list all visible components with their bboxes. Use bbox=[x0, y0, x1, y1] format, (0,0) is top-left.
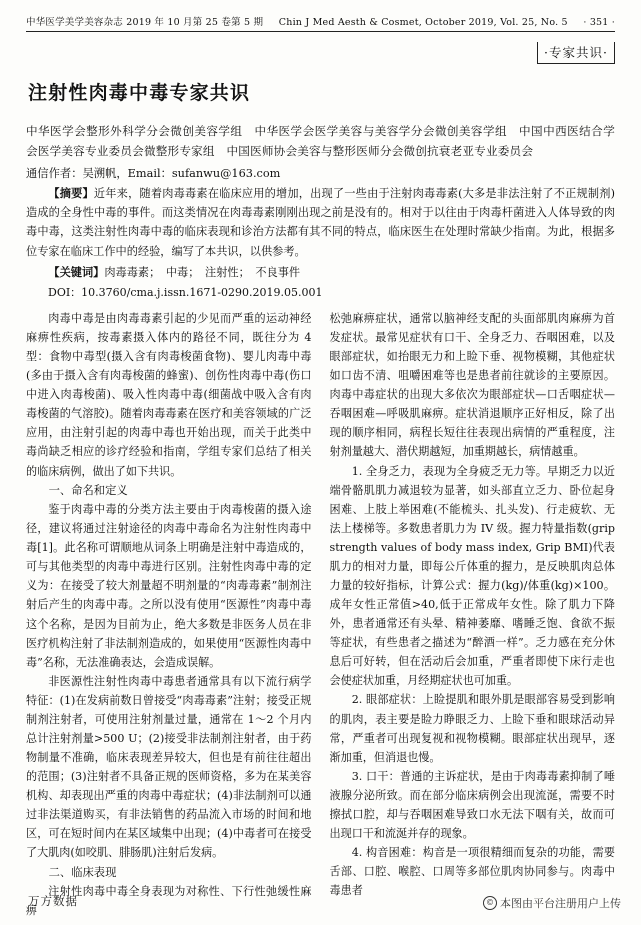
column-right bbox=[330, 309, 616, 920]
paragraph: 1. 全身乏力，表现为全身疲乏无力等。早期乏力以近端骨骼肌肌力减退较为显著，如头部直立乏力、卧位起身困难、上肢上举困难(不能梳头、扎头发)、行走疲软、无法上楼梯等。多数患者肌力为 IV 级。握力特量指数(grip strength values of body mass index, Grip BMI)代表肌力的相对力量，即每公斤体重的握力，是反映肌肉总体力量的较好指标，计算公式：握力(kg)/体重(kg)×100。成年女性正常值>40,低于正常成年女性。除了肌力下降外，患者通常还有头晕、精神萎靡、嗜睡乏饱、食欲不振等症状，有些患者之描述为“醉酒一样”。乏力感在充分休息后可好转，但在活动后会加重，严重者即使下床行走也会使症状加重，月经期症状也可加重。 bbox=[329, 464, 615, 688]
keywords-text: 肉毒毒素； 中毒； 注射性； 不良事件 bbox=[104, 265, 301, 279]
page-number: · 351 · bbox=[583, 17, 615, 28]
paragraph: 松弛麻痹症状，通常以脑神经支配的头面部肌肉麻痹为首发症状。最常见症状有口干、全身乏力、吞咽困难，以及眼部症状，如抬眼无力和上睑下垂、视物模糊，其他症状如口齿不清、咀嚼困难等也是患者前往就诊的主要原因。肉毒中毒症状的出现大多依次为眼部症状—口舌咽症状—吞咽困难—呼吸肌麻痹。症状消退顺序正好相反，除了出现的顺序相同，病程长短往往表现出病情的严重程度，注射剂量越大、潜伏期越短，加重期越长，病情越重。 bbox=[329, 311, 615, 459]
paragraph: 4. 构音困难：构音是一项很精细而复杂的功能，需要舌部、口腔、喉腔、口周等多部位肌肉协同参与。肉毒中毒患者 bbox=[329, 846, 615, 898]
footer-database-label: 万方数据 bbox=[28, 894, 78, 908]
abstract-paragraph bbox=[26, 184, 615, 261]
keywords-label: 【关键词】 bbox=[48, 264, 105, 279]
subheading: 二、临床表现 bbox=[48, 865, 117, 879]
author-affiliations: 中华医学会整形外科学分会微创美容学组 中华医学会医学美容与美容学分会微创美容学组 中国中西医结合学会医学美容专业委员会微整形专家组 中国医师协会美容与整形医师分会微创抗衰老亚专业委员会 bbox=[26, 124, 615, 159]
abstract-block bbox=[26, 184, 615, 261]
doi-line: DOI：10.3760/cma.j.issn.1671-0290.2019.05.001 bbox=[48, 286, 323, 300]
footer-watermark bbox=[483, 895, 621, 911]
paragraph: 2. 眼部症状：上睑提肌和眼外肌是眼部容易受到影响的肌肉，表主要是睑力睁眼乏力、上睑下垂和眼球活动异常，严重者可出现复视和视物模糊。眼部症状出现早，逐渐加重，但消退也慢。 bbox=[329, 693, 615, 764]
abstract-text: 近年来，随着肉毒毒素在临床应用的增加，出现了一些由于注射肉毒毒素(大多是非法注射了不正规制剂)造成的全身性中毒的事件。而这类情况在肉毒毒素刚刚出现之前是没有的。相对于以往由于肉毒杆菌进入人体导致的肉毒中毒，这类注射性肉毒中毒的临床表现和诊治方法都有其不同的特点，临床医生在处理时常缺少指南。为此，根据多位专家在临床工作中的经验，编写了本共识，以供参考。 bbox=[26, 186, 615, 258]
header-divider bbox=[26, 31, 615, 32]
body-columns bbox=[26, 309, 615, 920]
running-head bbox=[26, 14, 615, 31]
keywords-block bbox=[26, 263, 615, 282]
paragraph: 非医源性注射性肉毒中毒患者通常具有以下流行病学特征：(1)在发病前数日曾接受“肉毒毒素”注射；接受正规制剂注射者，可使用注射剂量过量，通常在 1～2 个月内总计注射剂量>500 U；(2)接受非法制剂注射者，由于药物制量不准确，临床表现差异较大，但也是有前往往超出的范围；(3)注射者不具备正规的医师资格，多为在某美容机构、却表现出严重的肉毒中毒症状；(4)非法制剂可以通过非法渠道购买，有非法销售的药品流入市场的时间和地区，可在短时间内在某区域集中出现；(4)中毒者可在接受了大肌肉(如咬肌、腓肠肌)注射后发病。 bbox=[26, 674, 312, 860]
paragraph: 鉴于肉毒中毒的分类方法主要由于肉毒梭菌的摄入途径，建议将通过注射途径的肉毒中毒命名为注射性肉毒中毒[1]。此名称可谓顺地从词条上明确是注射中毒造成的，可与其他类型的肉毒中毒进行区别。注射性肉毒中毒的定义为：在接受了较大剂量超不明剂量的“肉毒毒素”制剂注射后产生的肉毒中毒。之所以没有使用“医源性”肉毒中毒这个名称，是因为目前为止，绝大多数是非医务人员在非医疗机构注射了非法制剂造成的，如果使用“医源性肉毒中毒”名称，无法准确表达，会造成误解。 bbox=[26, 503, 312, 669]
running-head-middle: Chin J Med Aesth & Cosmet, October 2019, Vol. 25, No. 5 bbox=[278, 17, 568, 28]
section-tag-container bbox=[26, 42, 615, 64]
paragraph: 肉毒中毒是由肉毒毒素引起的少见而严重的运动神经麻痹性疾病，按毒素摄入体内的路径不同，既往分为 4 型：食物中毒型(摄入含有肉毒梭菌食物)、婴儿肉毒中毒(多由于摄入含有肉毒梭菌的蜂蜜)、创伤性肉毒中毒(伤口中进入肉毒梭菌)、吸入性肉毒中毒(细菌战中吸入含有肉毒梭菌的气溶胶)。随着肉毒毒素在医疗和美容领域的广泛应用，由注射引起的肉毒中毒也开始出现，而关于此类中毒尚缺乏相应的诊疗经验和指南，学组专家们总结了相关的临床病例，做出了如下共识。 bbox=[26, 311, 312, 478]
paragraph: 3. 口干：普通的主诉症状，是由于肉毒毒素抑制了唾液腺分泌所致。而在部分临床病例会出现流涎，需要不时擦拭口腔，却与吞咽困难导致口水无法下咽有关，故而可出现口干和流涎并存的现象。 bbox=[329, 769, 615, 841]
copyright-icon: © bbox=[483, 896, 497, 910]
paragraph: 注射性肉毒中毒全身表现为对称性、下行性弛缓性麻痹 bbox=[26, 884, 312, 918]
corresponding-author: 通信作者：吴溯帆，Email：sufanwu@163.com bbox=[26, 166, 281, 180]
footer-watermark-text: 本图由平台注册用户上传 bbox=[500, 897, 621, 910]
section-tag: ·专家共识· bbox=[537, 42, 615, 64]
running-head-left: 中华医学美学美容杂志 2019 年 10 月第 25 卷第 5 期 bbox=[26, 17, 264, 28]
column-left bbox=[26, 309, 312, 920]
subheading: 一、命名和定义 bbox=[48, 483, 128, 497]
keywords-paragraph bbox=[26, 263, 615, 282]
abstract-label: 【摘要】 bbox=[48, 185, 94, 200]
page-title: 注射性肉毒中毒专家共识 bbox=[28, 82, 251, 104]
